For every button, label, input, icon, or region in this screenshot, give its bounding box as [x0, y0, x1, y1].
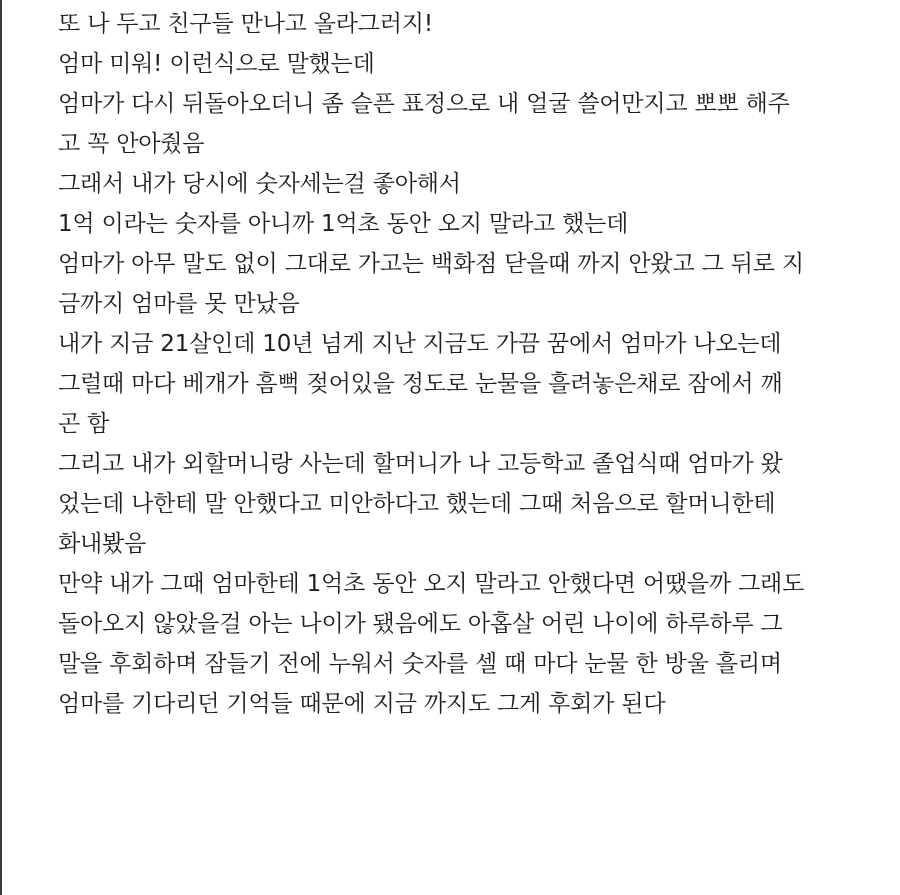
text-line-12: 그리고 내가 외할머니랑 사는데 할머니가 나 고등학교 졸업식때 엄마가 왔: [58, 451, 783, 477]
text-line-13: 었는데 나한테 말 안했다고 미안하다고 했는데 그때 처음으로 할머니한테: [58, 491, 776, 517]
text-line-8: 금까지 엄마를 못 만났음: [58, 291, 300, 317]
text-line-10: 그럴때 마다 베개가 흠뻑 젖어있을 정도로 눈물을 흘려놓은채로 잠에서 깨: [58, 371, 783, 397]
text-line-4: 고 꼭 안아줬음: [58, 131, 205, 157]
story-text-block: [58, 4, 858, 724]
text-line-2: 엄마 미워! 이런식으로 말했는데: [58, 51, 375, 77]
text-line-15: 만약 내가 그때 엄마한테 1억초 동안 오지 말라고 안했다면 어땠을까 그래도: [58, 571, 805, 597]
text-line-7: 엄마가 아무 말도 없이 그대로 가고는 백화점 닫을때 까지 안왔고 그 뒤로 지: [58, 251, 804, 277]
text-line-9: 내가 지금 21살인데 10년 넘게 지난 지금도 가끔 꿈에서 엄마가 나오는데: [58, 331, 782, 357]
text-line-16: 돌아오지 않았을걸 아는 나이가 됐음에도 아홉살 어린 나이에 하루하루 그: [58, 611, 783, 637]
text-line-17: 말을 후회하며 잠들기 전에 누워서 숫자를 셀 때 마다 눈물 한 방울 흘리며: [58, 651, 782, 677]
text-line-6: 1억 이라는 숫자를 아니까 1억초 동안 오지 말라고 했는데: [58, 211, 629, 237]
text-line-5: 그래서 내가 당시에 숫자세는걸 좋아해서: [58, 171, 461, 197]
document-page: [2, 0, 900, 895]
text-line-14: 화내봤음: [58, 531, 147, 557]
text-line-11: 곤 함: [58, 411, 110, 437]
text-line-3: 엄마가 다시 뒤돌아오더니 좀 슬픈 표정으로 내 얼굴 쓸어만지고 뽀뽀 해주: [58, 91, 790, 117]
text-line-1: 또 나 두고 친구들 만나고 올라그러지!: [58, 11, 433, 37]
text-line-18: 엄마를 기다리던 기억들 때문에 지금 까지도 그게 후회가 된다: [58, 691, 666, 717]
